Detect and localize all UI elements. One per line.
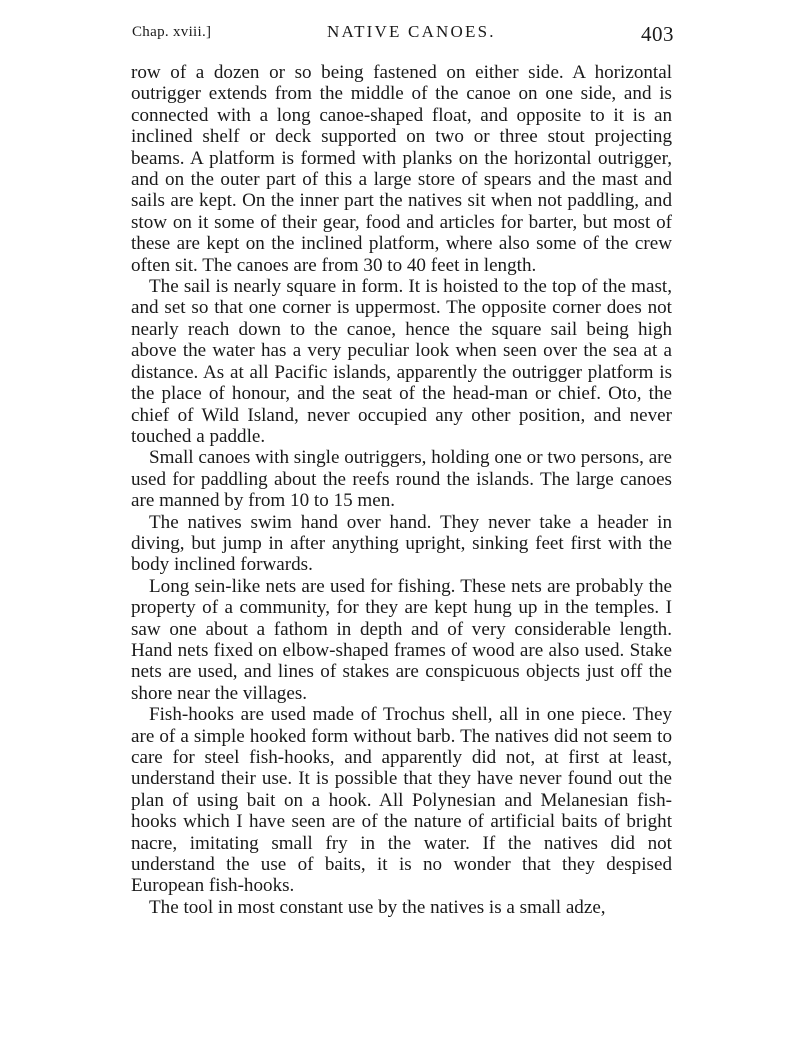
paragraph-7: The tool in most constant use by the natives is a small adze, [149, 896, 606, 918]
running-head [131, 0, 672, 62]
page-number: 403 [641, 22, 674, 46]
paragraph-6: Fish-hooks are used made of Trochus shell, all in one piece. They are of a simple hooked form without barb. The natives did not seem to care for steel fish-hooks, and apparently did not, at first at least, understand their use. It is possible that they have never found out the plan of using bait on a hook. All Polynesian and Melanesian fish-hooks which I have seen are of the nature of artificial baits of bright nacre, imitating small fry in the water. If the natives did not understand the use of baits, it is no wonder that they despised European fish-hooks. [131, 704, 672, 897]
paragraph-4: The natives swim hand over hand. They never take a header in diving, but jump in after anything upright, sinking feet first with the body inclined forwards. [131, 511, 672, 576]
paragraph-5: Long sein-like nets are used for fishing. These nets are probably the property of a community, for they are kept hung up in the temples. I saw one about a fathom in depth and of very considerable length. Hand nets fixed on elbow-shaped frames of wood are also used. Stake nets are used, and lines of stakes are conspicuous objects just off the shore near the villages. [131, 575, 672, 704]
body-text [131, 62, 672, 918]
paragraph-3: Small canoes with single outriggers, holding one or two persons, are used for paddling about the reefs round the islands. The large canoes are manned by from 10 to 15 men. [131, 447, 672, 512]
paragraph-2: The sail is nearly square in form. It is hoisted to the top of the mast, and set so that one corner is uppermost. The opposite corner does not nearly reach down to the canoe, hence the square sail being high above the water has a very peculiar look when seen over the sea at a distance. As at all Pacific islands, apparently the outrigger platform is the place of honour, and the seat of the head-man or chief. Oto, the chief of Wild Island, never occupied any other position, and never touched a paddle. [131, 276, 672, 447]
running-title: NATIVE CANOES. [327, 22, 496, 41]
book-page [131, 0, 672, 918]
paragraph-1: row of a dozen or so being fastened on either side. A horizontal outrigger extends from the middle of the canoe on one side, and is connected with a long canoe-shaped float, and opposite to it is an inclined shelf or deck supported on two or three stout projecting beams. A platform is formed with planks on the horizontal outrigger, and on the outer part of this a large store of spears and the mast and sails are kept. On the inner part the natives sit when not paddling, and stow on it some of their gear, food and articles for barter, but most of these are kept on the inclined platform, where also some of the crew often sit. The canoes are from 30 to 40 feet in length. [131, 62, 672, 276]
chapter-reference: Chap. xviii.] [132, 24, 212, 40]
